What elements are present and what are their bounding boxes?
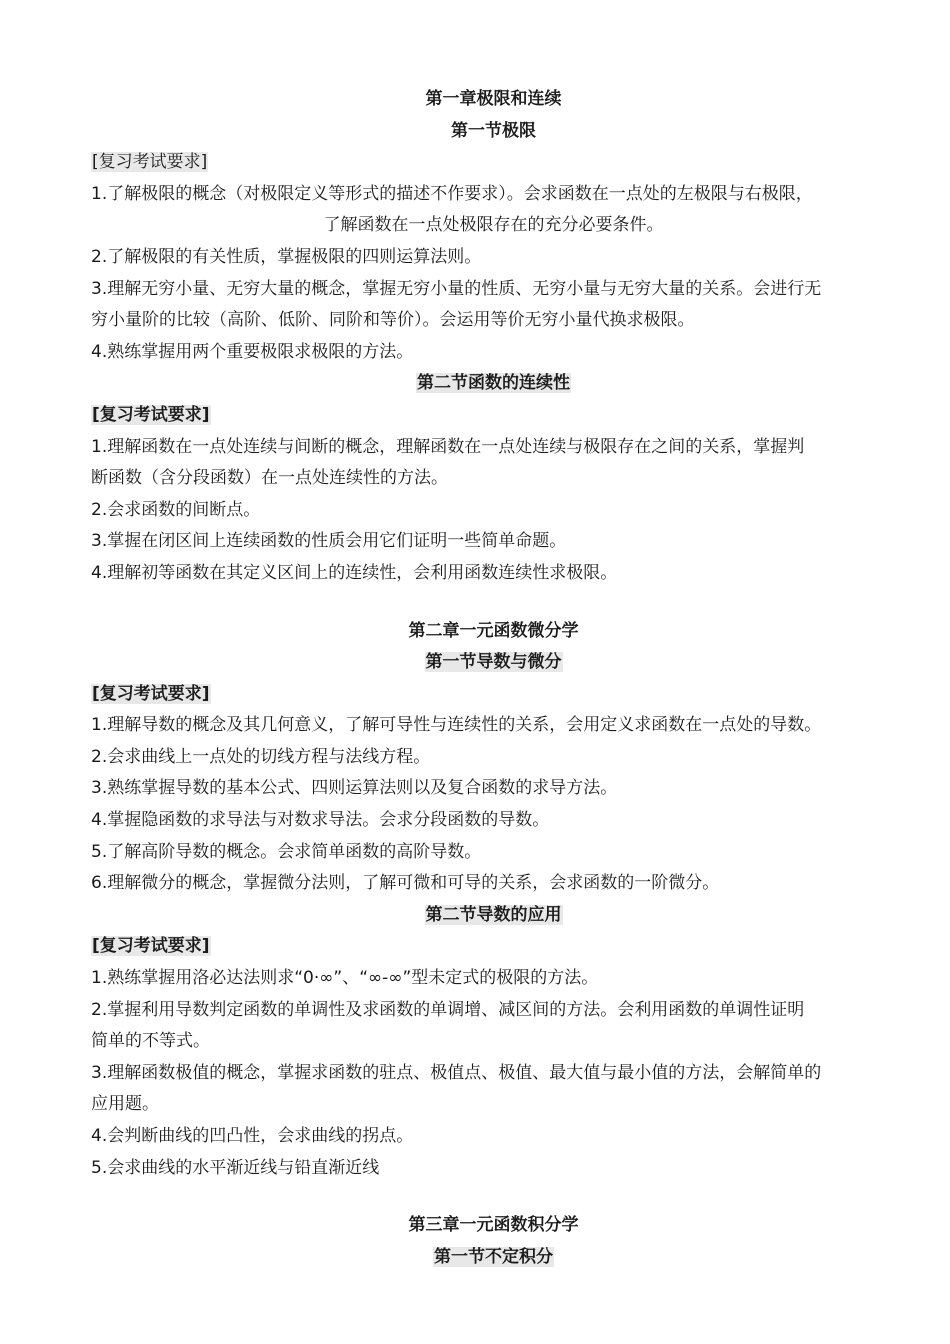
requirement-item bbox=[91, 1153, 896, 1185]
requirement-item bbox=[91, 773, 896, 805]
document-page bbox=[91, 84, 896, 1273]
requirement-line: 1.理解导数的概念及其几何意义，了解可导性与连续性的关系，会用定义求函数在一点处的导数。 bbox=[91, 715, 822, 736]
section-title-text: 第二节函数的连续性 bbox=[417, 373, 570, 394]
requirement-line: 了解函数在一点处极限存在的充分必要条件。 bbox=[323, 215, 664, 236]
requirement-item bbox=[91, 995, 896, 1058]
requirement-line: 2.掌握利用导数判定函数的单调性及求函数的单调增、减区间的方法。会利用函数的单调性证明 bbox=[91, 999, 805, 1020]
requirement-item bbox=[91, 710, 896, 742]
requirement-line: 2.会求函数的间断点。 bbox=[91, 499, 261, 520]
requirement-item bbox=[91, 868, 896, 900]
requirements-label bbox=[91, 400, 896, 432]
requirement-item bbox=[91, 1058, 896, 1121]
requirement-item bbox=[91, 963, 896, 995]
requirements-label-text: [复习考试要求] bbox=[92, 936, 210, 957]
section-title-text: 第一节不定积分 bbox=[434, 1246, 553, 1267]
chapter-gap bbox=[91, 1184, 896, 1210]
requirement-item bbox=[91, 432, 896, 495]
requirement-line: 5.了解高阶导数的概念。会求简单函数的高阶导数。 bbox=[91, 841, 482, 862]
requirement-item bbox=[91, 1121, 896, 1153]
requirements-label bbox=[91, 931, 896, 963]
requirement-item bbox=[91, 242, 896, 274]
section-title bbox=[91, 368, 896, 400]
requirement-line: 断函数（含分段函数）在一点处连续性的方法。 bbox=[91, 468, 448, 489]
requirement-line: 简单的不等式。 bbox=[91, 1031, 210, 1052]
requirement-line: 6.理解微分的概念，掌握微分法则，了解可微和可导的关系，会求函数的一阶微分。 bbox=[91, 873, 720, 894]
requirement-item bbox=[91, 337, 896, 369]
requirement-item bbox=[91, 558, 896, 590]
requirement-line: 应用题。 bbox=[91, 1094, 159, 1115]
requirement-item bbox=[91, 179, 896, 242]
requirement-line: 4.掌握隐函数的求导法与对数求导法。会求分段函数的导数。 bbox=[91, 810, 550, 831]
chapter-title bbox=[91, 1210, 896, 1242]
requirement-item bbox=[91, 495, 896, 527]
requirement-item bbox=[91, 526, 896, 558]
requirement-line: 3.熟练掌握导数的基本公式、四则运算法则以及复合函数的求导方法。 bbox=[91, 778, 618, 799]
section-title-text: 第一节极限 bbox=[451, 120, 536, 141]
requirements-label bbox=[91, 679, 896, 711]
requirements-label bbox=[91, 147, 896, 179]
requirement-line: 1.熟练掌握用洛必达法则求“0·∞”、“∞-∞”型未定式的极限的方法。 bbox=[91, 968, 599, 989]
chapter-title-text: 第三章一元函数积分学 bbox=[408, 1215, 579, 1236]
requirement-line: 3.理解无穷小量、无穷大量的概念，掌握无穷小量的性质、无穷小量与无穷大量的关系。会进行无 bbox=[91, 278, 822, 299]
requirements-label-text: [复习考试要求] bbox=[92, 152, 208, 173]
requirement-item bbox=[91, 742, 896, 774]
section-title-text: 第二节导数的应用 bbox=[425, 904, 562, 925]
requirement-item bbox=[91, 274, 896, 337]
requirement-line: 1.理解函数在一点处连续与间断的概念，理解函数在一点处连续与极限存在之间的关系，掌握判 bbox=[91, 436, 805, 457]
chapter-title-text: 第二章一元函数微分学 bbox=[408, 620, 579, 641]
section-title bbox=[91, 1242, 896, 1274]
requirement-line: 1.了解极限的概念（对极限定义等形式的描述不作要求）。会求函数在一点处的左极限与右极限， bbox=[91, 183, 813, 204]
chapter-title bbox=[91, 616, 896, 648]
requirement-line: 2.会求曲线上一点处的切线方程与法线方程。 bbox=[91, 746, 431, 767]
section-title bbox=[91, 116, 896, 148]
requirement-line: 4.理解初等函数在其定义区间上的连续性，会利用函数连续性求极限。 bbox=[91, 562, 618, 583]
requirement-line: 3.理解函数极值的概念，掌握求函数的驻点、极值点、极值、最大值与最小值的方法，会解简单的 bbox=[91, 1062, 822, 1083]
section-title bbox=[91, 900, 896, 932]
chapter-title bbox=[91, 84, 896, 116]
requirements-label-text: [复习考试要求] bbox=[92, 404, 210, 425]
requirement-line: 穷小量阶的比较（高阶、低阶、同阶和等价）。会运用等价无穷小量代换求极限。 bbox=[91, 310, 695, 331]
requirement-line: 2.了解极限的有关性质，掌握极限的四则运算法则。 bbox=[91, 246, 482, 267]
chapter-title-text: 第一章极限和连续 bbox=[425, 89, 562, 109]
requirement-item bbox=[91, 805, 896, 837]
requirement-line: 5.会求曲线的水平渐近线与铅直渐近线 bbox=[91, 1157, 380, 1178]
requirement-line: 4.会判断曲线的凹凸性，会求曲线的拐点。 bbox=[91, 1126, 414, 1146]
section-title-text: 第一节导数与微分 bbox=[425, 652, 562, 673]
requirement-item bbox=[91, 837, 896, 869]
requirements-label-text: [复习考试要求] bbox=[92, 683, 210, 704]
requirement-line: 3.掌握在闭区间上连续函数的性质会用它们证明一些简单命题。 bbox=[91, 531, 567, 552]
section-title bbox=[91, 647, 896, 679]
requirement-line: 4.熟练掌握用两个重要极限求极限的方法。 bbox=[91, 341, 414, 362]
chapter-gap bbox=[91, 590, 896, 616]
